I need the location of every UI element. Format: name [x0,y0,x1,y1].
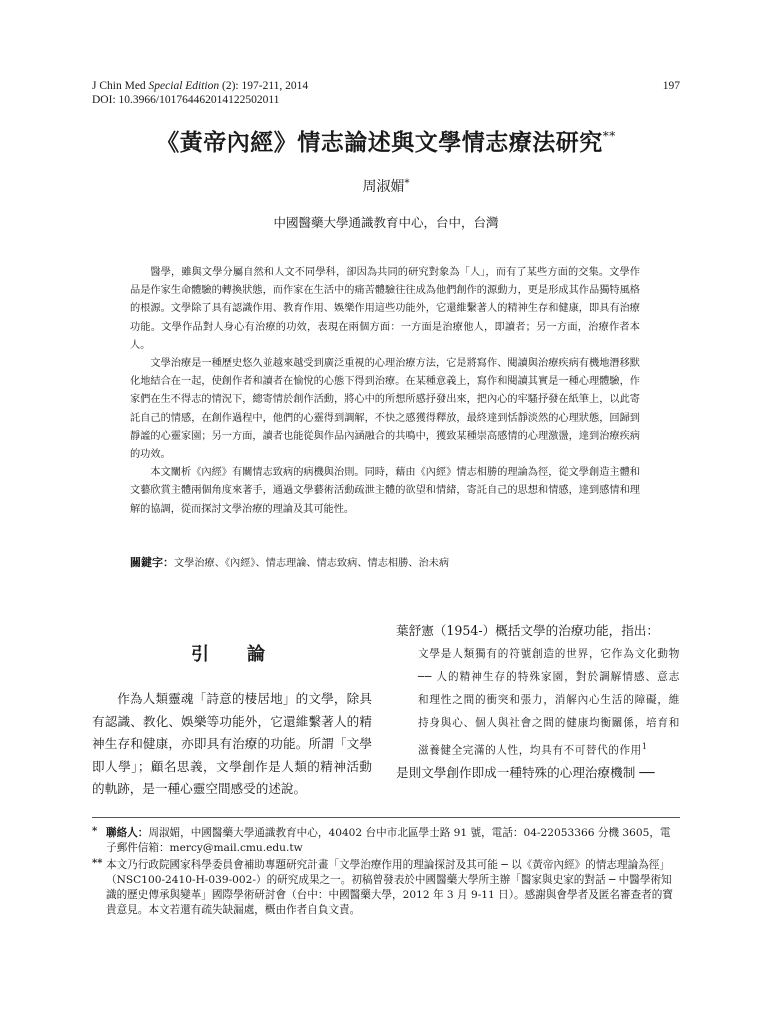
block-quote [418,643,680,763]
footnote [92,826,680,857]
author-name: 周淑媚 [362,179,405,195]
keywords-text: 文學治療、《內經》、情志理論、情志致病、情志相勝、治未病 [174,558,450,569]
author [92,176,680,196]
footnotes [92,826,680,920]
page-header [92,79,680,107]
doi: DOI: 10.3966/101764462014122502011 [92,94,280,106]
paper-title [92,124,680,157]
right-column [396,620,680,785]
abstract-paragraph: 文學治療是一種歷史悠久並越來越受到廣泛重視的心理治療方法，它是將寫作、閱讀與治療疾病有機地潛移默化地結合在一起，使創作者和讀者在愉悅的心態下得到治療。在某種意義上，寫作和閱讀其實是一種心理體驗，作家們在生不得志的情況下，總寄情於創作活動，將心中的所想所感抒發出來，把內心的牢騷抒發在紙筆上，以此寄託自己的情感，在創作過程中，他們的心靈得到調解，不快之感獲得釋放，最終達到恬靜淡然的心理狀態，回歸到靜謐的心靈家園；另一方面，讀者也能從與作品內涵融合的共鳴中，獲致某種崇高感情的心理激盪，達到治療疾病的功效。 [130,358,640,461]
affiliation: 中國醫藥大學通識教育中心，台中，台灣 [273,215,499,230]
intro-paragraph: 作為人類靈魂「詩意的棲居地」的文學，除具有認識、教化、娛樂等功能外，它還維繫著人的精神生存和健康，亦即具有治療的功能。所謂「文學即人學」；顧名思義，文學創作是人類的精神活動的軌跡，是一種心靈空間感受的述說。 [92,691,372,797]
title-footnote-mark: ** [602,129,616,143]
paper-title-text: 《黃帝內經》情志論述與文學情志療法研究 [156,129,603,156]
abstract-paragraph: 本文闡析《內經》有關情志致病的病機與治則。同時，藉由《內經》情志相勝的理論為徑，從文學創造主體和文藝欣賞主體兩個角度來著手，通過文學藝術活動疏泄主體的欲望和情緒，寄託自己的思想和情感，達到感情和理解的協調，從而探討文學治療的理論及其可能性。 [130,467,640,515]
keywords-label: 關鍵字： [130,556,174,569]
footnote-text: 本文乃行政院國家科學委員會補助專題研究計畫「文學治療作用的理論探討及其可能 ─ 以《黃帝內經》的情志理論為徑」（NSC100-2410-H-039-002-）的研究成果之一。初稿曾發表於中國醫藥大學所主辦「醫家與史家的對話 ─ 中醫學術知識的歷史傳承與變革」國際學術研討會（台中：中國醫藥大學，2012 年 3 月 9-11 日）。感謝與會學者及匿名審查者的寶貴意見。本文若還有疏失缺漏處，概由作者自負文責。 [106,858,673,917]
page-number: 197 [662,80,680,92]
journal-edition: Special Edition [148,80,220,92]
footnote-mark: ** [92,857,103,869]
author-footnote-mark: * [404,178,410,189]
footnote-divider [92,817,680,818]
block-quote-text: 文學是人類獨有的符號創造的世界，它作為文化動物 ── 人的精神生存的特殊家園，對於調解情感、意志和理性之間的衝突和張力，消解內心生活的障礙，維持身與心、個人與社會之間的健康均衡關係，培育和滋養健全完滿的人性，均具有不可替代的作用 [418,647,680,757]
footnote-label: 聯絡人： [106,827,149,839]
quote-footnote-ref: 1 [641,741,648,751]
keywords [130,554,640,570]
footnote-text: 周淑媚，中國醫藥大學通識教育中心，40402 台中市北區學士路 91 號，電話：04-22053366 分機 3605，電子郵件信箱：mercy@mail.cmu.edu.tw [106,827,671,855]
journal-citation: J Chin Med Special Edition (2): 197-211, 2014 [92,80,309,92]
continuation-text: 是則文學創作即成一種特殊的心理治療機制 ── [396,765,655,781]
abstract-paragraph: 醫學，雖與文學分屬自然和人文不同學科，卻因為共同的研究對象為「人」，而有了某些方面的交集。文學作品是作家生命體驗的轉換狀態，而作家在生活中的痛苦體驗往往成為他們創作的源動力，更是形成其作品獨特風格的根源。文學除了具有認識作用、教育作用、娛樂作用這些功能外，它還維繫著人的精神生存和健康，即具有治療功能。文學作品對人身心有治療的功效，表現在兩個方面：一方面是治療他人，即讀者；另一方面，治療作者本人。 [130,267,640,351]
left-column [92,640,372,801]
abstract [130,264,640,519]
section-heading: 引論 [191,644,303,665]
quote-lead: 葉舒憲（1954-）概括文學的治療功能，指出： [396,623,659,638]
footnote [92,858,680,919]
footnote-mark: * [92,826,98,837]
